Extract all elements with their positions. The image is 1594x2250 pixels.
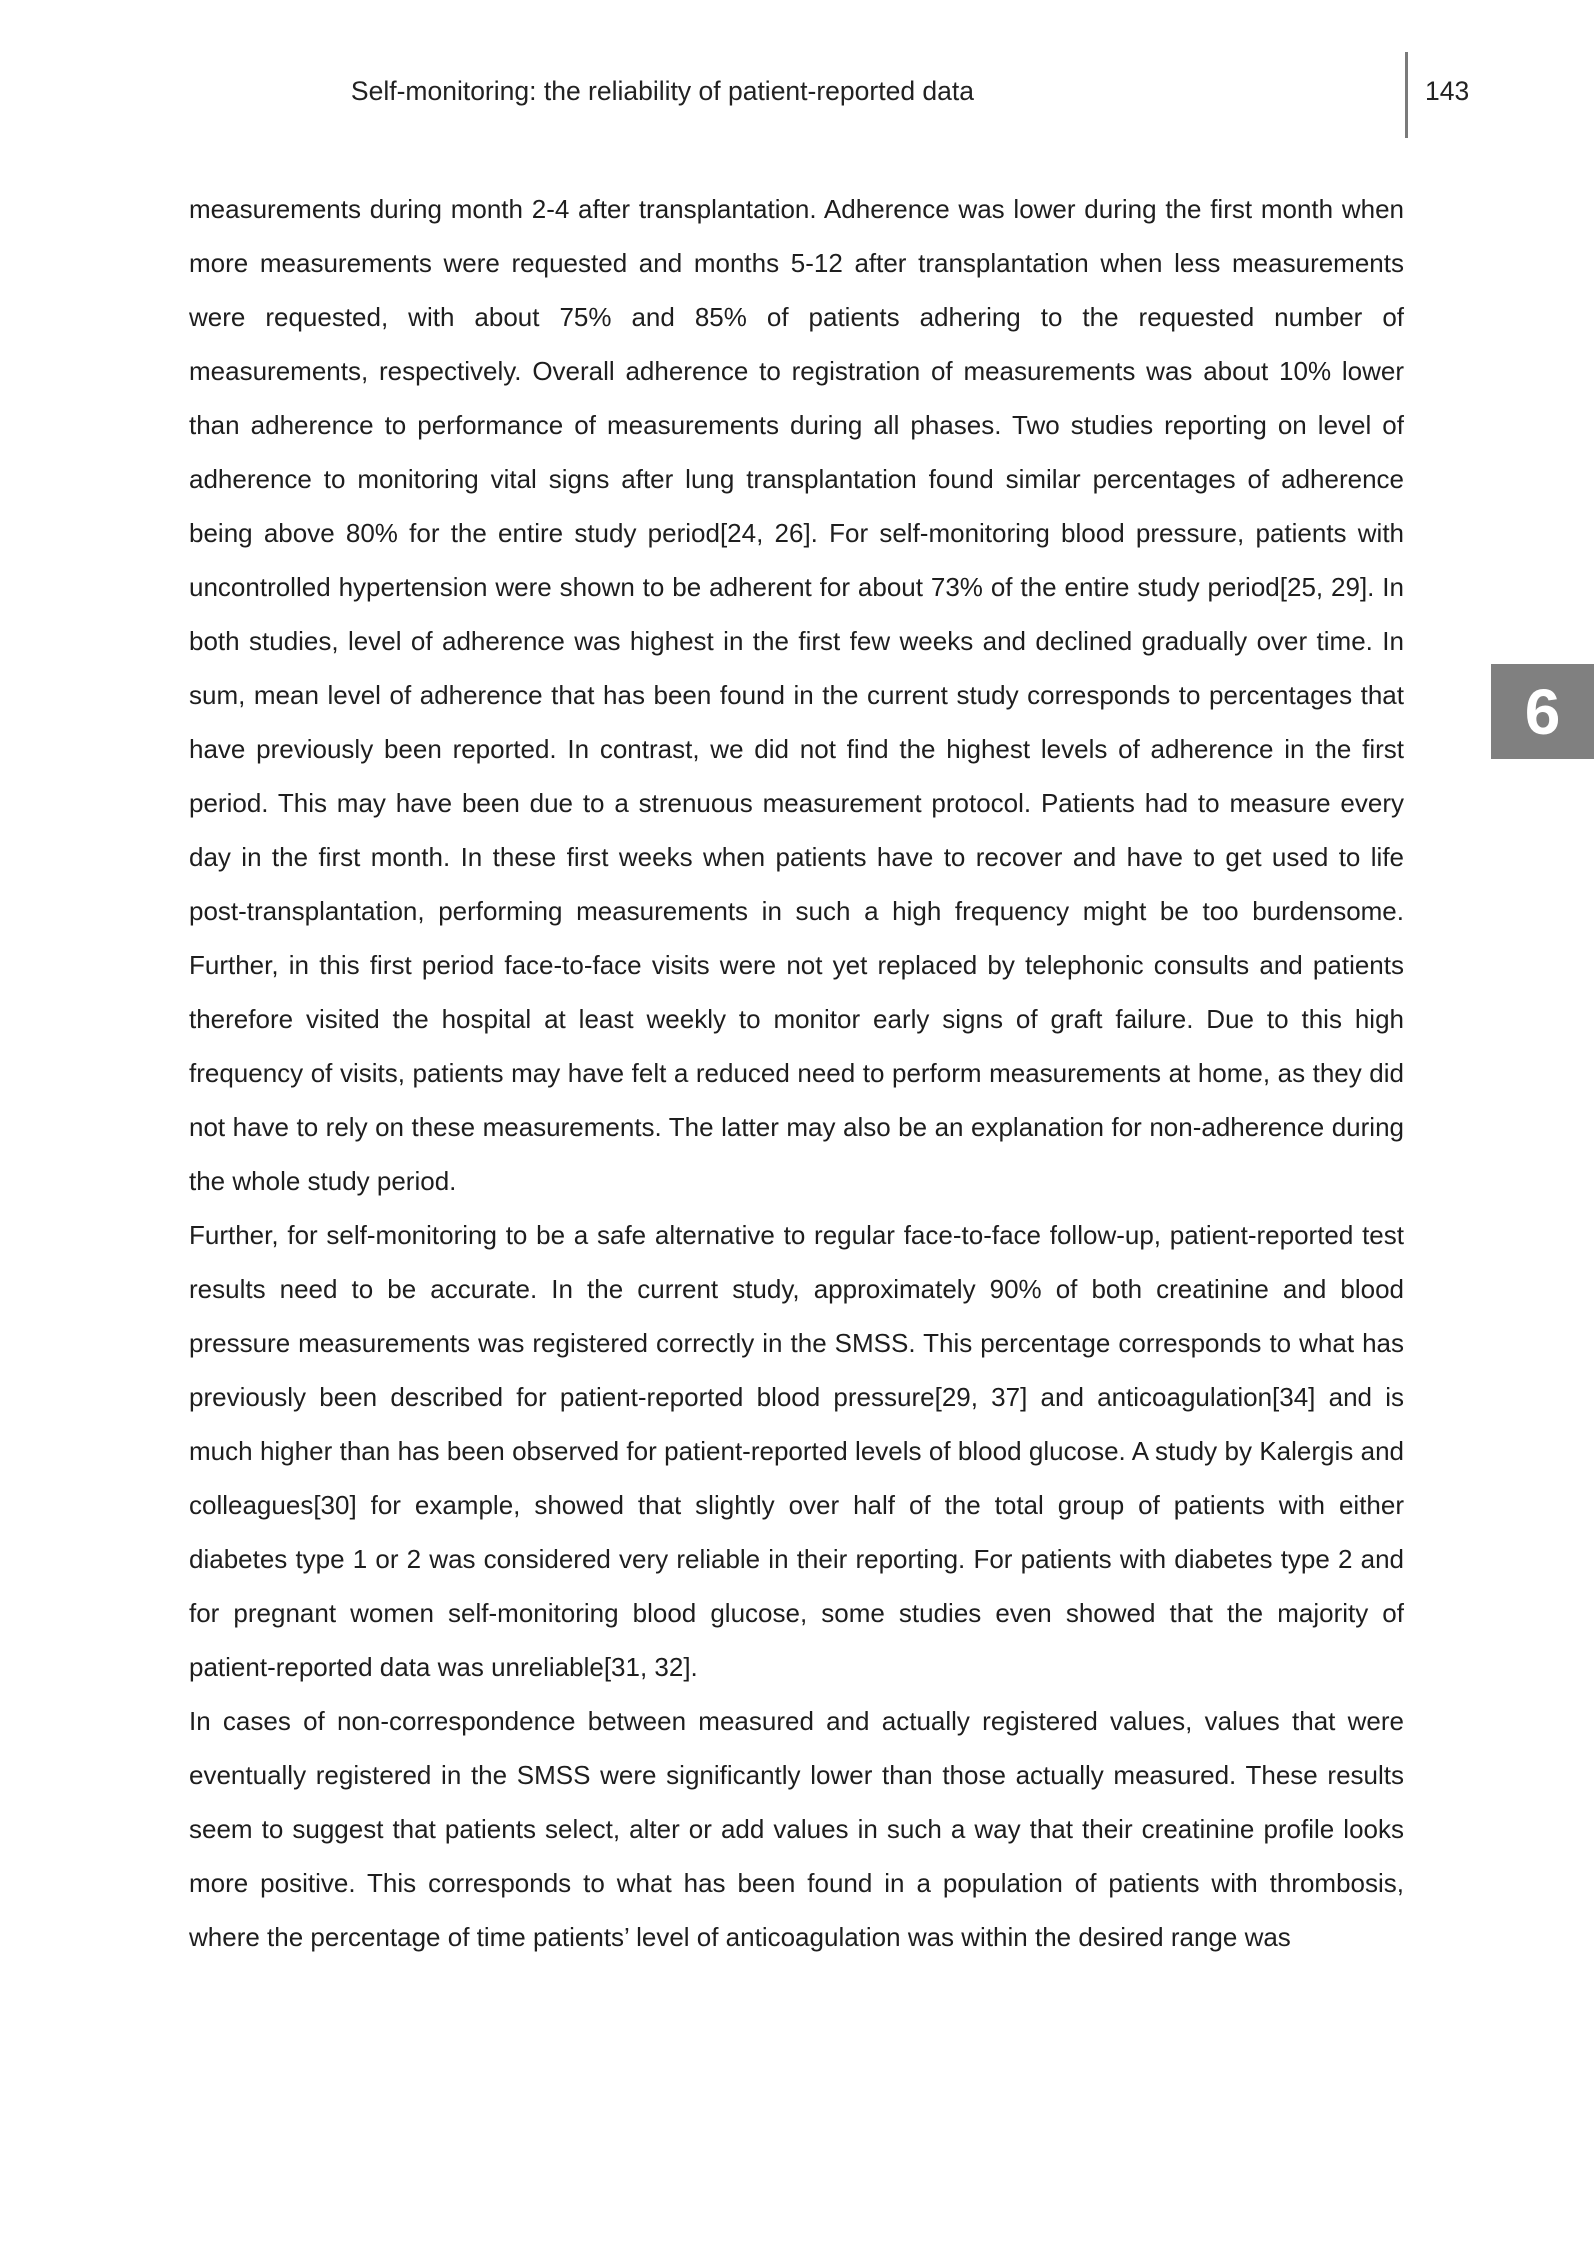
paragraph-adherence: measurements during month 2-4 after transplantation. Adherence was lower during the first month when more measurements were requested and months 5-12 after transplantation when less measurements were requested, with about 75% and 85% of patients adhering to the requested number of measurements, respectively. Overall adherence to registration of measurements was about 10% lower than adherence to performance of measurements during all phases. Two studies reporting on level of adherence to monitoring vital signs after lung transplantation found similar percentages of adherence being above 80% for the entire study period[24, 26]. For self-monitoring blood pressure, patients with uncontrolled hypertension were shown to be adherent for about 73% of the entire study period[25, 29]. In both studies, level of adherence was highest in the first few weeks and declined gradually over time. In sum, mean level of adherence that has been found in the current study corresponds to percentages that have previously been reported. In contrast, we did not find the highest levels of adherence in the first period. This may have been due to a strenuous measurement protocol. Patients had to measure every day in the first month. In these first weeks when patients have to recover and have to get used to life post-transplantation, performing measurements in such a high frequency might be too burdensome. Further, in this first period face-to-face visits were not yet replaced by telephonic consults and patients therefore visited the hospital at least weekly to monitor early signs of graft failure. Due to this high frequency of visits, patients may have felt a reduced need to perform measurements at home, as they did not have to rely on these measurements. The latter may also be an explanation for non-adherence during the whole study period. bbox=[189, 194, 1404, 1196]
paragraph-non-correspondence: In cases of non-correspondence between measured and actually registered values, values that were eventually registered in the SMSS were significantly lower than those actually measured. These results seem to suggest that patients select, alter or add values in such a way that their creatinine profile looks more positive. This corresponds to what has been found in a population of patients with thrombosis, where the percentage of time patients’ level of anticoagulation was within the desired range was bbox=[189, 1706, 1404, 1952]
chapter-tab-label: 6 bbox=[1524, 675, 1561, 748]
paragraph-accuracy: Further, for self-monitoring to be a safe alternative to regular face-to-face follow-up, patient-reported test results need to be accurate. In the current study, approximately 90% of both creatinine and blood pressure measurements was registered correctly in the SMSS. This percentage corresponds to what has previously been described for patient-reported blood pressure[29, 37] and anticoagulation[34] and is much higher than has been observed for patient-reported levels of blood glucose. A study by Kalergis and colleagues[30] for example, showed that slightly over half of the total group of patients with either diabetes type 1 or 2 was considered very reliable in their reporting. For patients with diabetes type 2 and for pregnant women self-monitoring blood glucose, some studies even showed that the majority of patient-reported data was unreliable[31, 32]. bbox=[189, 1220, 1404, 1682]
chapter-tab bbox=[1491, 664, 1594, 759]
running-header-title: Self-monitoring: the reliability of patient-reported data bbox=[350, 76, 974, 106]
body-text bbox=[189, 182, 1404, 1964]
page-number: 143 bbox=[1425, 76, 1470, 106]
header-divider bbox=[1405, 52, 1408, 138]
